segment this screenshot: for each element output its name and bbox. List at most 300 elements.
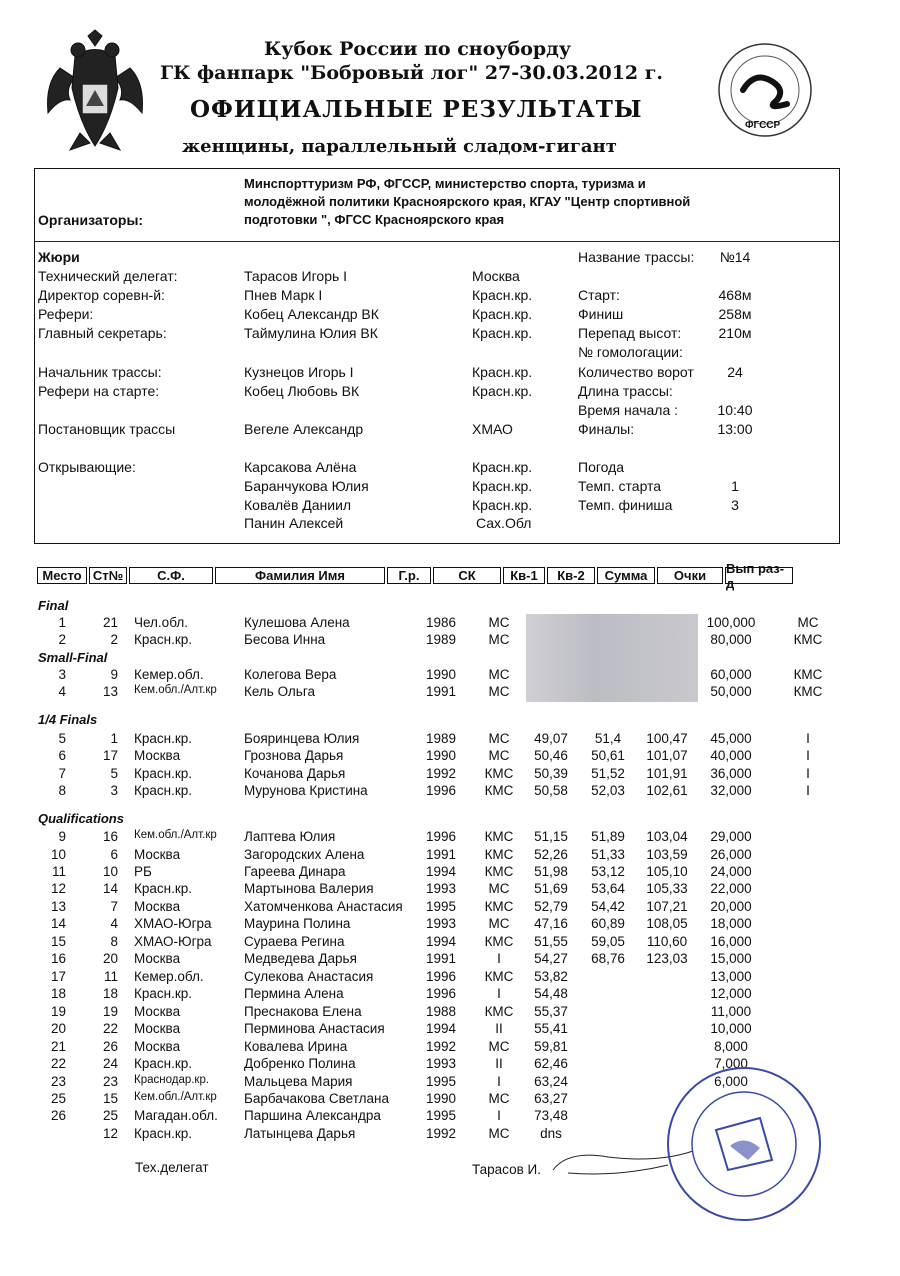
row-year: 1991 xyxy=(426,684,457,699)
row-name: Медведева Дарья xyxy=(244,951,357,966)
row-name: Паршина Александра xyxy=(244,1108,381,1123)
row-points: 60,000 xyxy=(710,667,752,682)
row-sum: 103,59 xyxy=(646,847,688,862)
row-category: I xyxy=(806,766,810,781)
row-region: Кем.обл./Алт.кр xyxy=(134,684,217,696)
section-label: Final xyxy=(38,598,69,613)
column-header: Фамилия Имя xyxy=(215,567,385,584)
row-region: Москва xyxy=(134,847,181,862)
row-points: 8,000 xyxy=(714,1039,748,1054)
row-place: 23 xyxy=(50,1074,66,1089)
row-bib: 2 xyxy=(110,632,118,647)
row-rank: МС xyxy=(488,748,510,763)
row-sum: 102,61 xyxy=(646,783,688,798)
row-place: 14 xyxy=(50,916,66,931)
jury-city: Красн.кр. xyxy=(472,459,533,475)
row-name: Сураева Регина xyxy=(244,934,345,949)
row-run2: 60,89 xyxy=(591,916,625,931)
jury-name: Карсакова Алёна xyxy=(244,459,357,475)
row-bib: 6 xyxy=(110,847,118,862)
row-rank: МС xyxy=(488,1126,510,1141)
row-region: Кемер.обл. xyxy=(134,667,204,682)
jury-name: Ковалёв Даниил xyxy=(244,497,352,513)
row-rank: МС xyxy=(488,1091,510,1106)
row-place: 22 xyxy=(50,1056,66,1071)
row-run2: 52,03 xyxy=(591,783,625,798)
row-rank: КМС xyxy=(484,783,514,798)
row-year: 1994 xyxy=(426,934,457,949)
row-points: 15,000 xyxy=(710,951,752,966)
row-points: 26,000 xyxy=(710,847,752,862)
footer-label: Тех.делегат xyxy=(135,1160,209,1175)
row-name: Кочанова Дарья xyxy=(244,766,346,781)
row-rank: КМС xyxy=(484,899,514,914)
row-run1: 52,26 xyxy=(534,847,568,862)
row-rank: КМС xyxy=(484,1004,514,1019)
row-place: 13 xyxy=(50,899,66,914)
jury-city: Красн.кр. xyxy=(472,364,533,380)
row-category: I xyxy=(806,783,810,798)
row-region: Кем.обл./Алт.кр xyxy=(134,1091,217,1103)
row-name: Лаптева Юлия xyxy=(244,829,336,844)
row-points: 20,000 xyxy=(710,899,752,914)
row-year: 1995 xyxy=(426,899,457,914)
row-points: 13,000 xyxy=(710,969,752,984)
row-place: 12 xyxy=(50,881,66,896)
row-place: 21 xyxy=(50,1039,66,1054)
jury-name: Вегеле Александр xyxy=(244,421,364,437)
row-place: 8 xyxy=(58,783,66,798)
row-year: 1991 xyxy=(426,951,457,966)
jury-role: Директор соревн-й: xyxy=(38,287,165,303)
course-value: №14 xyxy=(719,249,751,265)
row-year: 1992 xyxy=(426,1126,457,1141)
row-run2: 51,52 xyxy=(591,766,625,781)
row-rank: МС xyxy=(488,731,510,746)
row-run1: 50,39 xyxy=(534,766,568,781)
row-points: 6,000 xyxy=(714,1074,748,1089)
row-run1: 51,15 xyxy=(534,829,568,844)
column-header: Ст№ xyxy=(89,567,127,584)
jury-city: Красн.кр. xyxy=(472,325,533,341)
row-year: 1994 xyxy=(426,1021,457,1036)
row-region: Красн.кр. xyxy=(134,881,193,896)
row-place: 19 xyxy=(50,1004,66,1019)
course-value: 210м xyxy=(718,325,752,341)
row-bib: 15 xyxy=(102,1091,118,1106)
course-label: Перепад высот: xyxy=(578,325,682,341)
row-bib: 18 xyxy=(102,986,118,1001)
jury-name: Баранчукова Юлия xyxy=(244,478,369,494)
row-category: КМС xyxy=(793,667,823,682)
row-place: 26 xyxy=(50,1108,66,1123)
row-name: Перминова Анастасия xyxy=(244,1021,385,1036)
row-region: Кемер.обл. xyxy=(134,969,204,984)
jury-role: Главный секретарь: xyxy=(38,325,167,341)
row-name: Гареева Динара xyxy=(244,864,346,879)
row-region: ХМАО-Югра xyxy=(134,934,212,949)
row-bib: 19 xyxy=(102,1004,118,1019)
course-label: Количество ворот xyxy=(578,364,694,380)
row-run2: 53,12 xyxy=(591,864,625,879)
row-points: 32,000 xyxy=(710,783,752,798)
row-run1: dns xyxy=(540,1126,562,1141)
row-run1: 47,16 xyxy=(534,916,568,931)
row-points: 50,000 xyxy=(710,684,752,699)
course-label: Название трассы: xyxy=(578,249,695,265)
row-rank: I xyxy=(497,1108,501,1123)
course-label: Старт: xyxy=(578,287,620,303)
jury-name: Кобец Александр ВК xyxy=(244,306,379,322)
jury-name: Кобец Любовь ВК xyxy=(244,383,360,399)
row-name: Латынцева Дарья xyxy=(244,1126,356,1141)
course-value: 3 xyxy=(731,497,739,513)
row-region: Красн.кр. xyxy=(134,986,193,1001)
row-region: Москва xyxy=(134,1021,181,1036)
jury-city: Красн.кр. xyxy=(472,478,533,494)
row-name: Бояринцева Юлия xyxy=(244,731,360,746)
row-bib: 16 xyxy=(102,829,118,844)
jury-name: Пнев Марк I xyxy=(244,287,323,303)
row-run1: 63,24 xyxy=(534,1074,568,1089)
row-year: 1988 xyxy=(426,1004,457,1019)
row-sum: 110,60 xyxy=(646,934,688,949)
course-value: 13:00 xyxy=(717,421,753,437)
row-bib: 20 xyxy=(102,951,118,966)
row-run1: 49,07 xyxy=(534,731,568,746)
row-year: 1990 xyxy=(426,748,457,763)
row-run2: 53,64 xyxy=(591,881,625,896)
row-name: Мартынова Валерия xyxy=(244,881,374,896)
row-bib: 13 xyxy=(102,684,118,699)
row-region: ХМАО-Югра xyxy=(134,916,212,931)
row-run1: 53,82 xyxy=(534,969,568,984)
row-year: 1992 xyxy=(426,766,457,781)
row-place: 18 xyxy=(50,986,66,1001)
row-points: 36,000 xyxy=(710,766,752,781)
row-run2: 51,4 xyxy=(594,731,622,746)
row-run1: 63,27 xyxy=(534,1091,568,1106)
row-region: Москва xyxy=(134,1004,181,1019)
row-rank: I xyxy=(497,986,501,1001)
row-year: 1996 xyxy=(426,829,457,844)
row-run1: 55,41 xyxy=(534,1021,568,1036)
title-line-1: Кубок России по сноуборду xyxy=(264,38,571,60)
column-header: Место xyxy=(37,567,87,584)
row-place: 5 xyxy=(58,731,66,746)
logo-right xyxy=(715,40,815,140)
row-year: 1989 xyxy=(426,731,457,746)
row-place: 15 xyxy=(50,934,66,949)
row-rank: КМС xyxy=(484,934,514,949)
row-name: Барбачакова Светлана xyxy=(244,1091,389,1106)
row-name: Добренко Полина xyxy=(244,1056,356,1071)
column-header: Сумма xyxy=(597,567,655,584)
row-run2: 68,76 xyxy=(591,951,625,966)
row-rank: МС xyxy=(488,667,510,682)
row-name: Колегова Вера xyxy=(244,667,337,682)
row-name: Загородских Алена xyxy=(244,847,365,862)
row-rank: I xyxy=(497,951,501,966)
row-sum: 101,91 xyxy=(646,766,688,781)
row-sum: 101,07 xyxy=(646,748,688,763)
row-region: РБ xyxy=(134,864,152,879)
row-year: 1993 xyxy=(426,916,457,931)
row-year: 1995 xyxy=(426,1074,457,1089)
row-region: Москва xyxy=(134,899,181,914)
course-value: 258м xyxy=(718,306,752,322)
row-run1: 51,98 xyxy=(534,864,568,879)
row-name: Ковалева Ирина xyxy=(244,1039,348,1054)
row-region: Москва xyxy=(134,1039,181,1054)
row-region: Магадан.обл. xyxy=(134,1108,218,1123)
row-name: Кулешова Алена xyxy=(244,615,350,630)
row-place: 7 xyxy=(58,766,66,781)
row-place: 6 xyxy=(58,748,66,763)
jury-name: Панин Алексей xyxy=(244,515,344,531)
course-label: № гомологации: xyxy=(578,344,683,360)
row-run1: 55,37 xyxy=(534,1004,568,1019)
row-points: 11,000 xyxy=(710,1004,752,1019)
course-label: Темп. финиша xyxy=(578,497,673,513)
row-name: Сулекова Анастасия xyxy=(244,969,374,984)
row-name: Преснакова Елена xyxy=(244,1004,362,1019)
course-value: 10:40 xyxy=(717,402,753,418)
row-region: Красн.кр. xyxy=(134,1056,193,1071)
row-place: 4 xyxy=(58,684,66,699)
row-points: 12,000 xyxy=(710,986,752,1001)
column-header: С.Ф. xyxy=(129,567,213,584)
row-place: 2 xyxy=(58,632,66,647)
row-points: 16,000 xyxy=(710,934,752,949)
row-run1: 51,55 xyxy=(534,934,568,949)
organizers-line-1: Минспорттуризм РФ, ФГССР, министерство спорта, туризма и xyxy=(244,176,646,191)
jury-role: Рефери: xyxy=(38,306,94,322)
jury-role: Открывающие: xyxy=(38,459,136,475)
row-bib: 3 xyxy=(110,783,118,798)
row-points: 18,000 xyxy=(710,916,752,931)
row-name: Мурунова Кристина xyxy=(244,783,368,798)
row-run2: 54,42 xyxy=(591,899,625,914)
row-points: 10,000 xyxy=(710,1021,752,1036)
row-year: 1990 xyxy=(426,667,457,682)
row-bib: 14 xyxy=(102,881,118,896)
row-points: 40,000 xyxy=(710,748,752,763)
row-sum: 100,47 xyxy=(646,731,688,746)
row-points: 7,000 xyxy=(714,1056,748,1071)
jury-city: Сах.Обл xyxy=(476,515,532,531)
row-bib: 12 xyxy=(102,1126,118,1141)
row-run2: 51,33 xyxy=(591,847,625,862)
row-place: 10 xyxy=(50,847,66,862)
row-sum: 107,21 xyxy=(646,899,688,914)
column-header: Кв-2 xyxy=(547,567,595,584)
row-bib: 22 xyxy=(102,1021,118,1036)
row-region: Красн.кр. xyxy=(134,1126,193,1141)
row-run1: 54,27 xyxy=(534,951,568,966)
row-region: Красн.кр. xyxy=(134,632,193,647)
row-name: Хатомченкова Анастасия xyxy=(244,899,403,914)
row-year: 1996 xyxy=(426,969,457,984)
jury-city: Красн.кр. xyxy=(472,383,533,399)
row-bib: 9 xyxy=(110,667,118,682)
row-bib: 26 xyxy=(102,1039,118,1054)
row-region: Кем.обл./Алт.кр xyxy=(134,829,217,841)
row-place: 16 xyxy=(50,951,66,966)
row-place: 20 xyxy=(50,1021,66,1036)
row-points: 22,000 xyxy=(710,881,752,896)
row-year: 1989 xyxy=(426,632,457,647)
row-points: 24,000 xyxy=(710,864,752,879)
jury-role: Начальник трассы: xyxy=(38,364,162,380)
row-year: 1992 xyxy=(426,1039,457,1054)
row-rank: МС xyxy=(488,1039,510,1054)
footer-name: Тарасов И. xyxy=(472,1162,541,1177)
row-run2: 50,61 xyxy=(591,748,625,763)
row-place: 17 xyxy=(50,969,66,984)
column-header: Г.р. xyxy=(387,567,431,584)
row-run2: 51,89 xyxy=(591,829,625,844)
row-rank: МС xyxy=(488,615,510,630)
table-header xyxy=(37,560,795,591)
row-bib: 11 xyxy=(103,969,118,984)
row-bib: 21 xyxy=(102,615,118,630)
row-rank: КМС xyxy=(484,864,514,879)
row-run1: 51,69 xyxy=(534,881,568,896)
row-sum: 123,03 xyxy=(646,951,688,966)
jury-name: Кузнецов Игорь I xyxy=(244,364,354,380)
row-rank: II xyxy=(495,1056,503,1071)
section-label: Qualifications xyxy=(38,811,124,826)
row-run1: 50,46 xyxy=(534,748,568,763)
course-value: 1 xyxy=(731,478,739,494)
course-label: Длина трассы: xyxy=(578,383,673,399)
course-label: Финалы: xyxy=(578,421,635,437)
row-rank: II xyxy=(495,1021,503,1036)
row-region: Москва xyxy=(134,951,181,966)
row-place: 1 xyxy=(58,615,66,630)
row-year: 1993 xyxy=(426,1056,457,1071)
row-year: 1994 xyxy=(426,864,457,879)
row-bib: 7 xyxy=(110,899,118,914)
row-bib: 17 xyxy=(102,748,118,763)
row-rank: МС xyxy=(488,684,510,699)
row-run1: 52,79 xyxy=(534,899,568,914)
row-year: 1996 xyxy=(426,986,457,1001)
row-rank: КМС xyxy=(484,969,514,984)
row-category: КМС xyxy=(793,684,823,699)
course-value: 468м xyxy=(718,287,752,303)
row-year: 1990 xyxy=(426,1091,457,1106)
emblem-left xyxy=(40,28,150,156)
row-category: I xyxy=(806,748,810,763)
jury-role: Рефери на старте: xyxy=(38,383,160,399)
section-label: 1/4 Finals xyxy=(38,712,98,727)
row-points: 29,000 xyxy=(710,829,752,844)
jury-role: Постановщик трассы xyxy=(38,421,176,437)
row-run1: 54,48 xyxy=(534,986,568,1001)
section-label: Small-Final xyxy=(38,650,108,665)
row-rank: МС xyxy=(488,916,510,931)
redacted-block xyxy=(526,614,698,702)
row-rank: МС xyxy=(488,632,510,647)
organizers-line-3: подготовки ", ФГСС Красноярского края xyxy=(244,212,505,227)
row-place: 9 xyxy=(58,829,66,844)
row-bib: 5 xyxy=(110,766,118,781)
row-run1: 50,58 xyxy=(534,783,568,798)
jury-title: Жюри xyxy=(38,249,80,265)
subtitle: женщины, параллельный сладом-гигант xyxy=(182,136,617,157)
row-place: 25 xyxy=(50,1091,66,1106)
row-rank: КМС xyxy=(484,847,514,862)
row-rank: КМС xyxy=(484,829,514,844)
row-place: 11 xyxy=(51,864,66,879)
row-sum: 105,10 xyxy=(646,864,688,879)
row-run1: 62,46 xyxy=(534,1056,568,1071)
stamp xyxy=(664,1064,824,1224)
course-label: Темп. старта xyxy=(578,478,662,494)
row-year: 1993 xyxy=(426,881,457,896)
row-category: МС xyxy=(797,615,819,630)
row-bib: 8 xyxy=(110,934,118,949)
row-rank: КМС xyxy=(484,766,514,781)
row-points: 80,000 xyxy=(710,632,752,647)
course-label: Финиш xyxy=(578,306,624,322)
row-run1: 73,48 xyxy=(534,1108,568,1123)
jury-city: Красн.кр. xyxy=(472,497,533,513)
row-points: 100,000 xyxy=(706,615,756,630)
row-run1: 59,81 xyxy=(534,1039,568,1054)
row-run2: 59,05 xyxy=(591,934,625,949)
row-category: КМС xyxy=(793,632,823,647)
divider xyxy=(35,241,839,242)
row-name: Маурина Полина xyxy=(244,916,351,931)
row-points: 45,000 xyxy=(710,731,752,746)
row-category: I xyxy=(806,731,810,746)
jury-name: Таймулина Юлия ВК xyxy=(244,325,378,341)
jury-role: Технический делегат: xyxy=(38,268,178,284)
row-rank: I xyxy=(497,1074,501,1089)
course-value: 24 xyxy=(727,364,743,380)
row-sum: 105,33 xyxy=(646,881,688,896)
row-year: 1986 xyxy=(426,615,457,630)
row-bib: 24 xyxy=(102,1056,118,1071)
row-name: Мальцева Мария xyxy=(244,1074,353,1089)
jury-city: Красн.кр. xyxy=(472,306,533,322)
title-official: ОФИЦИАЛЬНЫЕ РЕЗУЛЬТАТЫ xyxy=(190,96,643,123)
row-year: 1995 xyxy=(426,1108,457,1123)
row-region: Красн.кр. xyxy=(134,766,193,781)
row-sum: 103,04 xyxy=(646,829,688,844)
row-region: Краснодар.кр. xyxy=(134,1074,210,1086)
row-bib: 23 xyxy=(102,1074,118,1089)
jury-name: Тарасов Игорь I xyxy=(244,268,348,284)
row-bib: 25 xyxy=(102,1108,118,1123)
row-name: Бесова Инна xyxy=(244,632,326,647)
course-label: Погода xyxy=(578,459,625,475)
row-place: 3 xyxy=(58,667,66,682)
jury-city: Красн.кр. xyxy=(472,287,533,303)
jury-city: Москва xyxy=(472,268,520,284)
row-bib: 4 xyxy=(110,916,118,931)
column-header: Вып раз-д xyxy=(725,567,793,584)
organizers-line-2: молодёжной политики Красноярского края, КГАУ "Центр спортивной xyxy=(244,194,691,209)
row-region: Красн.кр. xyxy=(134,783,193,798)
row-region: Москва xyxy=(134,748,181,763)
row-name: Грознова Дарья xyxy=(244,748,344,763)
row-rank: МС xyxy=(488,881,510,896)
row-bib: 1 xyxy=(110,731,118,746)
